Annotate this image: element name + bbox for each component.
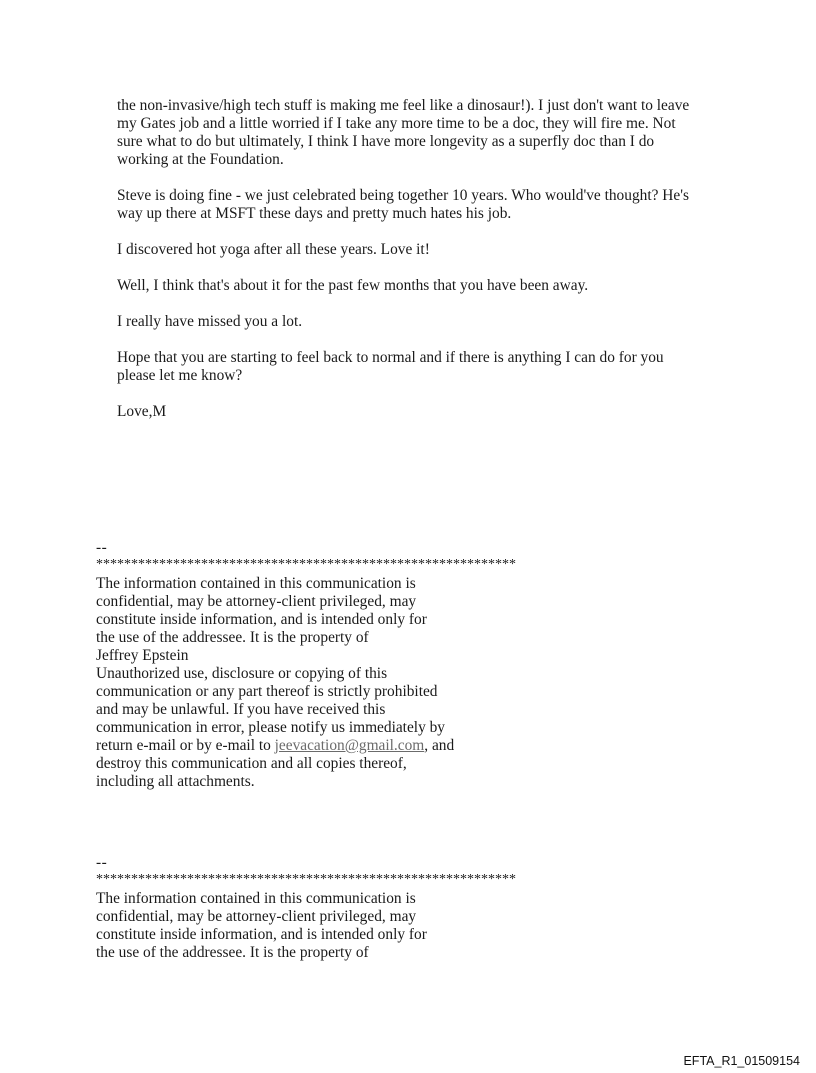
text-line: my Gates job and a little worried if I take any more time to be a doc, they will fire me. Not bbox=[117, 115, 676, 132]
separator-dashes: -- bbox=[96, 539, 108, 556]
footer-line: and may be unlawful. If you have received this bbox=[96, 701, 386, 718]
confidentiality-footer bbox=[96, 539, 616, 791]
text-line: Steve is doing fine - we just celebrated being together 10 years. Who would've thought? He's bbox=[117, 187, 690, 204]
email-body bbox=[117, 97, 737, 439]
footer-line: constitute inside information, and is intended only for bbox=[96, 926, 427, 943]
paragraph-missed bbox=[117, 313, 737, 331]
document-id: EFTA_R1_01509154 bbox=[683, 1054, 800, 1068]
footer-email-line bbox=[96, 737, 616, 755]
text-line: Hope that you are starting to feel back to normal and if there is anything I can do for you bbox=[117, 349, 664, 366]
text-line: sure what to do but ultimately, I think I have more longevity as a superfly doc than I do bbox=[117, 133, 655, 150]
footer-line: confidential, may be attorney-client privileged, may bbox=[96, 593, 417, 610]
footer-line: including all attachments. bbox=[96, 773, 255, 790]
text-line: way up there at MSFT these days and pretty much hates his job. bbox=[117, 205, 512, 222]
confidentiality-footer-repeat bbox=[96, 854, 616, 962]
separator-dashes: -- bbox=[96, 854, 108, 871]
email-line-prefix: return e-mail or by e-mail to bbox=[96, 737, 275, 754]
text-line: Love,M bbox=[117, 403, 167, 420]
text-line: Well, I think that's about it for the past few months that you have been away. bbox=[117, 277, 589, 294]
text-line: I discovered hot yoga after all these years. Love it! bbox=[117, 241, 430, 258]
footer-line: Jeffrey Epstein bbox=[96, 647, 189, 664]
paragraph-steve bbox=[117, 187, 737, 223]
paragraph-yoga bbox=[117, 241, 737, 259]
text-line: the non-invasive/high tech stuff is making me feel like a dinosaur!). I just don't want to leave bbox=[117, 97, 690, 114]
footer-line: confidential, may be attorney-client privileged, may bbox=[96, 908, 417, 925]
signature bbox=[117, 403, 737, 421]
footer-line: constitute inside information, and is intended only for bbox=[96, 611, 427, 628]
text-line: please let me know? bbox=[117, 367, 243, 384]
footer-line: the use of the addressee. It is the property of bbox=[96, 629, 369, 646]
separator-stars: ************************************************************ bbox=[96, 872, 516, 887]
separator-stars: ************************************************************ bbox=[96, 557, 516, 572]
email-line-suffix: , and bbox=[424, 737, 455, 754]
text-line: I really have missed you a lot. bbox=[117, 313, 303, 330]
text-line: working at the Foundation. bbox=[117, 151, 284, 168]
footer-line: communication in error, please notify us immediately by bbox=[96, 719, 446, 736]
footer-line: the use of the addressee. It is the property of bbox=[96, 944, 369, 961]
paragraph-career bbox=[117, 97, 737, 169]
footer-line: destroy this communication and all copies thereof, bbox=[96, 755, 407, 772]
paragraph-months bbox=[117, 277, 737, 295]
footer-line: communication or any part thereof is strictly prohibited bbox=[96, 683, 438, 700]
email-link[interactable]: jeevacation@gmail.com bbox=[274, 737, 425, 754]
paragraph-hope bbox=[117, 349, 737, 385]
footer-line: The information contained in this communication is bbox=[96, 890, 416, 907]
footer-line: The information contained in this communication is bbox=[96, 575, 416, 592]
footer-line: Unauthorized use, disclosure or copying of this bbox=[96, 665, 388, 682]
